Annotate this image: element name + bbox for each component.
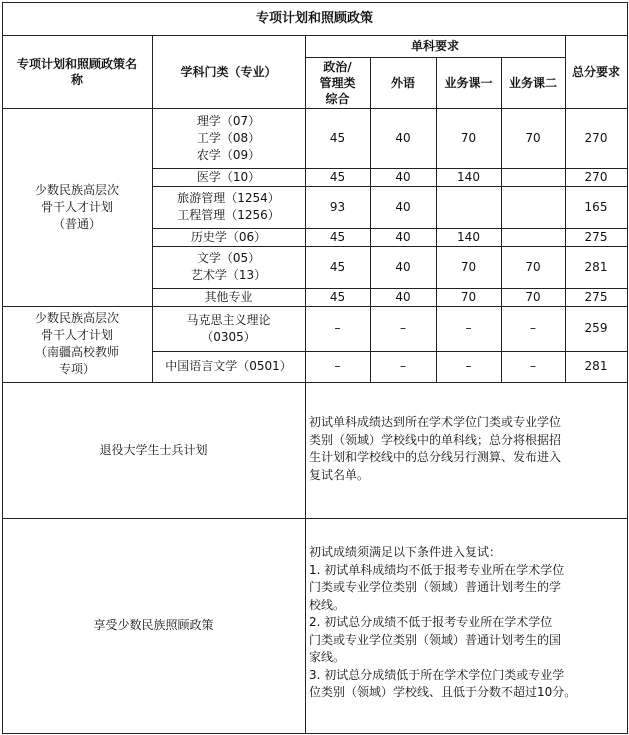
politics-cell xyxy=(305,228,370,246)
course2-value: – xyxy=(530,359,536,373)
discipline-line: 工学（08） xyxy=(196,130,261,145)
table-title-text: 专项计划和照顾政策 xyxy=(255,11,373,26)
grid-line xyxy=(305,35,306,734)
politics-cell xyxy=(305,168,370,186)
header-politics-lines xyxy=(319,59,355,107)
ethnic-name-text: 享受少数民族照顾政策 xyxy=(93,618,214,632)
total-value: 275 xyxy=(584,229,608,244)
veterans-note-line: 初试单科成绩达到所在学术学位门类或专业学位 xyxy=(309,415,562,429)
grid-line xyxy=(152,228,628,229)
header-foreign-language xyxy=(370,57,436,108)
total-cell xyxy=(565,246,627,288)
course1-value: 70 xyxy=(460,130,477,145)
politics-value: 93 xyxy=(329,199,346,214)
total-value: 281 xyxy=(584,259,608,274)
total-cell xyxy=(565,306,627,351)
veterans-note xyxy=(305,382,627,518)
grid-line xyxy=(501,57,502,383)
grid-line xyxy=(2,306,628,307)
header-policy-text: 专项计划和照顾政策名称 xyxy=(16,56,137,87)
course1-cell xyxy=(436,186,501,228)
course1-cell xyxy=(436,108,501,168)
header-course-one xyxy=(436,57,501,108)
total-cell xyxy=(565,288,627,306)
group2-name-line: 少数民族高层次 xyxy=(34,311,119,325)
discipline-line: 工程管理（1256） xyxy=(177,208,280,222)
course2-cell xyxy=(501,228,565,246)
politics-value: – xyxy=(334,321,341,335)
grid-line xyxy=(436,57,437,383)
group1-name-line: 骨干人才计划 xyxy=(40,199,113,214)
course2-cell xyxy=(501,246,565,288)
course2-cell xyxy=(501,351,565,382)
header-total xyxy=(565,35,627,108)
discipline-lines xyxy=(191,250,266,284)
course2-value: 70 xyxy=(525,130,541,145)
foreign-value: – xyxy=(400,321,406,335)
politics-value: 45 xyxy=(329,169,346,184)
politics-value: 45 xyxy=(329,289,346,304)
ethnic-note-line: 门类或专业学位类别（领域）普通计划考生的学 xyxy=(309,580,562,594)
course1-cell xyxy=(436,306,501,351)
group1-name-lines xyxy=(35,182,119,233)
header-politics-line: 综合 xyxy=(325,91,350,106)
ethnic-note xyxy=(305,518,627,733)
grid-line xyxy=(627,2,628,734)
course1-value: – xyxy=(465,359,472,373)
course1-value: 140 xyxy=(457,169,480,184)
header-discipline-text: 学科门类（专业） xyxy=(180,64,277,79)
grid-line xyxy=(152,246,628,247)
total-cell xyxy=(565,108,627,168)
header-single-subject-text: 单科要求 xyxy=(410,39,459,53)
course2-cell xyxy=(501,186,565,228)
grid-line xyxy=(565,35,566,383)
grid-line xyxy=(2,108,628,109)
discipline-lines xyxy=(165,358,292,375)
course1-value: 70 xyxy=(460,259,477,274)
header-course-two xyxy=(501,57,565,108)
discipline-cell xyxy=(152,351,305,382)
foreign-value: 40 xyxy=(395,259,411,274)
course1-cell xyxy=(436,351,501,382)
total-value: 281 xyxy=(584,359,608,373)
discipline-cell xyxy=(152,306,305,351)
foreign-value: 40 xyxy=(395,169,411,184)
course2-cell xyxy=(501,108,565,168)
grid-line xyxy=(2,518,628,519)
foreign-cell xyxy=(370,108,436,168)
course2-value: – xyxy=(530,321,536,335)
ethnic-note-line: 校线。 xyxy=(309,597,346,612)
header-course-two-text: 业务课二 xyxy=(508,75,557,90)
discipline-line: 其他专业 xyxy=(204,289,253,304)
politics-cell xyxy=(305,186,370,228)
grid-line xyxy=(152,288,628,289)
politics-value: 45 xyxy=(329,259,346,274)
grid-line xyxy=(370,57,371,383)
ethnic-note-line: 位类别（领域）学校线、且低于分数不超过10分。 xyxy=(309,685,577,699)
group2-name-lines xyxy=(35,310,119,378)
discipline-cell xyxy=(152,246,305,288)
veterans-note-line: 类别（领域）学校线中的单科线；总分将根据招 xyxy=(309,432,562,447)
foreign-value: 40 xyxy=(395,130,411,145)
course2-value: 70 xyxy=(525,289,541,304)
foreign-value: 40 xyxy=(395,199,411,214)
politics-value: 45 xyxy=(329,130,346,145)
discipline-line: 艺术学（13） xyxy=(190,268,267,282)
group2-name-line: 骨干人才计划 xyxy=(40,328,113,342)
course2-cell xyxy=(501,168,565,186)
header-foreign-language-text: 外语 xyxy=(390,75,415,90)
table-title xyxy=(2,2,627,35)
discipline-line: 旅游管理（1254） xyxy=(177,191,280,205)
course1-value: – xyxy=(465,321,472,335)
veterans-name xyxy=(2,382,305,518)
ethnic-note-line: 门类或专业学位类别（领域）普通计划考生的国 xyxy=(309,632,562,647)
foreign-value: 40 xyxy=(395,289,411,304)
header-politics xyxy=(305,57,370,108)
total-cell xyxy=(565,228,627,246)
discipline-line: 医学（10） xyxy=(196,169,261,184)
total-value: 259 xyxy=(584,321,608,335)
total-value: 270 xyxy=(584,130,608,145)
veterans-note-lines xyxy=(309,414,561,484)
course2-cell xyxy=(501,288,565,306)
grid-line xyxy=(2,382,628,383)
group1-name-line: 少数民族高层次 xyxy=(34,182,119,197)
discipline-lines xyxy=(177,190,280,224)
ethnic-note-line: 初试成绩须满足以下条件进入复试： xyxy=(309,545,502,559)
discipline-lines xyxy=(204,289,252,306)
foreign-value: 40 xyxy=(395,229,411,244)
grid-line xyxy=(152,351,628,352)
grid-line xyxy=(2,733,628,734)
foreign-cell xyxy=(370,306,436,351)
course1-cell xyxy=(436,168,501,186)
discipline-cell xyxy=(152,288,305,306)
veterans-name-text: 退役大学生士兵计划 xyxy=(99,442,208,457)
ethnic-note-lines xyxy=(309,544,576,702)
foreign-cell xyxy=(370,228,436,246)
foreign-cell xyxy=(370,351,436,382)
politics-cell xyxy=(305,246,370,288)
politics-cell xyxy=(305,288,370,306)
grid-line xyxy=(2,2,628,3)
foreign-cell xyxy=(370,246,436,288)
discipline-line: 农学（09） xyxy=(196,147,261,162)
discipline-lines xyxy=(197,113,260,164)
total-value: 165 xyxy=(584,199,608,214)
discipline-cell xyxy=(152,108,305,168)
foreign-cell xyxy=(370,288,436,306)
course1-value: 70 xyxy=(460,289,477,304)
discipline-cell xyxy=(152,228,305,246)
group2-name-line: 专项） xyxy=(58,362,95,376)
veterans-note-line: 生计划和学校线中的总分线另行测算、发布进入 xyxy=(309,450,562,464)
foreign-value: – xyxy=(400,359,406,373)
discipline-lines xyxy=(191,229,266,246)
header-politics-line: 管理类 xyxy=(319,75,356,90)
course1-cell xyxy=(436,228,501,246)
ethnic-name xyxy=(2,518,305,733)
politics-cell xyxy=(305,108,370,168)
total-value: 275 xyxy=(584,289,608,304)
group2-name xyxy=(2,306,152,382)
foreign-cell xyxy=(370,186,436,228)
discipline-line: 马克思主义理论 xyxy=(186,312,271,327)
politics-value: – xyxy=(334,359,341,373)
course1-value: 140 xyxy=(457,229,480,244)
grid-line xyxy=(152,186,628,187)
ethnic-note-line: 家线。 xyxy=(309,650,346,664)
group1-name xyxy=(2,108,152,306)
course1-cell xyxy=(436,246,501,288)
header-politics-line: 政治/ xyxy=(323,59,352,74)
group1-name-line: （普通） xyxy=(52,216,101,231)
ethnic-note-line: 3. 初试总分成绩低于所在学术学位门类或专业学 xyxy=(309,667,565,682)
politics-value: 45 xyxy=(329,229,346,244)
discipline-line: 中国语言文学（0501） xyxy=(165,359,292,373)
course2-cell xyxy=(501,306,565,351)
header-policy-name xyxy=(2,35,152,108)
discipline-lines xyxy=(186,312,270,346)
total-cell xyxy=(565,168,627,186)
ethnic-note-line: 2. 初试总分成绩不低于报考专业所在学术学位 xyxy=(309,615,553,629)
total-cell xyxy=(565,351,627,382)
group2-name-line: （南疆高校教师 xyxy=(34,345,119,359)
grid-line xyxy=(152,35,153,383)
discipline-line: 理学（07） xyxy=(196,113,261,128)
discipline-lines xyxy=(197,169,260,186)
policy-table xyxy=(2,2,627,733)
ethnic-note-line: 1. 初试单科成绩均不低于报考专业所在学术学位 xyxy=(309,562,565,577)
politics-cell xyxy=(305,351,370,382)
header-course-one-text: 业务课一 xyxy=(444,75,493,90)
politics-cell xyxy=(305,306,370,351)
total-value: 270 xyxy=(584,169,608,184)
header-discipline xyxy=(152,35,305,108)
grid-line xyxy=(2,2,3,734)
grid-line xyxy=(152,168,628,169)
discipline-line: 文学（05） xyxy=(196,251,261,265)
course1-cell xyxy=(436,288,501,306)
grid-line xyxy=(2,35,628,36)
discipline-cell xyxy=(152,168,305,186)
header-single-subject xyxy=(305,35,565,57)
course2-value: 70 xyxy=(525,259,541,274)
discipline-line: （0305） xyxy=(201,329,256,344)
foreign-cell xyxy=(370,168,436,186)
veterans-note-line: 复试名单。 xyxy=(309,467,370,482)
discipline-cell xyxy=(152,186,305,228)
header-total-text: 总分要求 xyxy=(571,64,620,79)
total-cell xyxy=(565,186,627,228)
discipline-line: 历史学（06） xyxy=(190,229,267,244)
